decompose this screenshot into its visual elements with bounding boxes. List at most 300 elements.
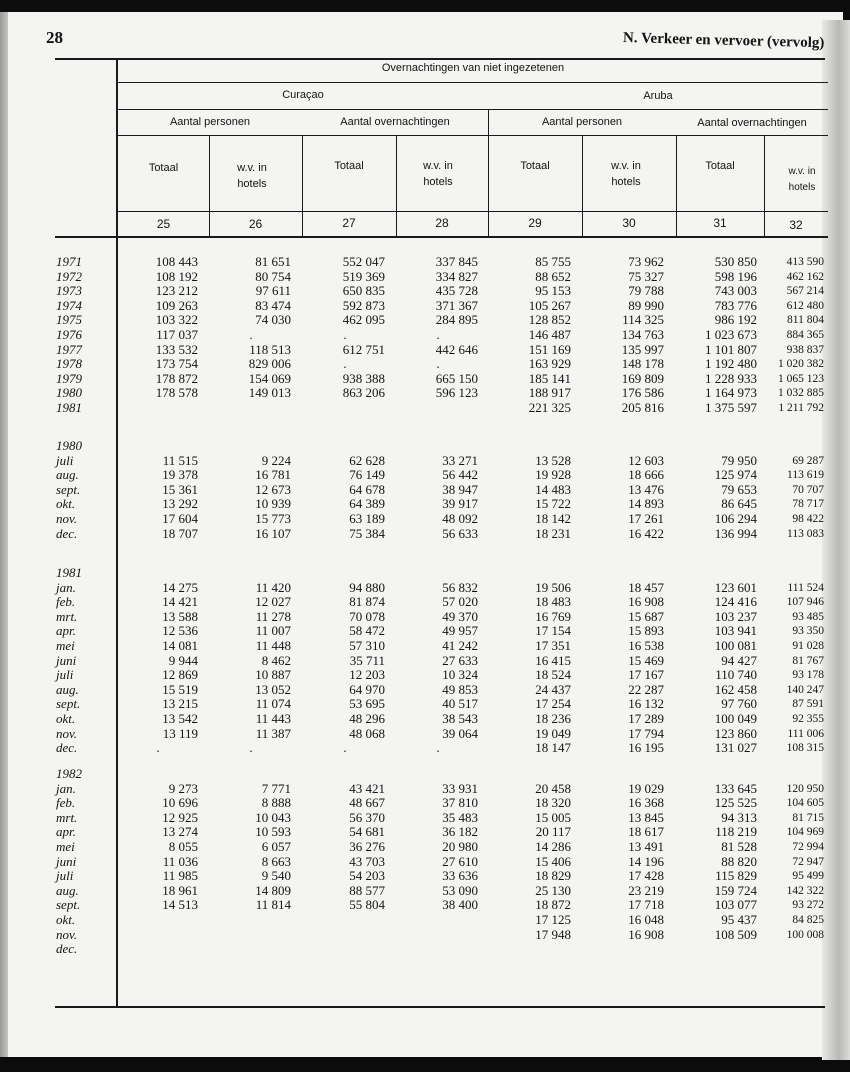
subheader: w.v. in hotels [237,162,267,190]
table-cell: 16 422 [628,525,664,541]
table-cell: 20 980 [442,839,478,854]
row-period-label: aug. [56,882,79,898]
table-cell: 63 189 [349,511,385,526]
table-cell: 20 458 [535,780,571,796]
table-cell: 133 532 [155,341,198,357]
row-period-label: dec. [56,525,78,541]
table-cell: 15 406 [535,853,571,869]
row-period-label: mei [56,839,75,854]
table-cell: 162 458 [714,681,757,697]
column-number: 25 [156,217,171,231]
table-cell: 14 513 [162,897,198,913]
table-cell: 15 893 [628,623,664,639]
table-cell: 72 994 [792,841,824,853]
table-cell: 13 542 [162,711,198,726]
table-cell: 567 214 [786,285,824,298]
table-cell: 650 835 [342,283,385,299]
table-cell: 93 272 [792,899,824,912]
table-cell: 55 804 [349,897,385,913]
table-cell: 64 678 [349,481,385,497]
table-cell: 9 224 [261,452,291,468]
table-cell: 14 081 [162,638,198,653]
table-cell: . [343,740,347,756]
table-cell: 18 872 [535,897,571,913]
table-cell: 205 816 [621,400,664,415]
header-rule-3 [118,135,828,136]
table-cell: 56 633 [442,525,478,541]
table-cell: 16 908 [628,926,664,942]
table-cell: 8 462 [261,652,291,668]
table-cell: 17 289 [628,711,664,726]
table-cell: 108 509 [714,926,757,942]
table-cell: 17 428 [628,868,664,884]
table-cell: 123 860 [714,725,757,741]
table-cell: 783 776 [714,297,757,313]
row-period-label: 1973 [56,283,82,299]
table-cell: 40 517 [442,696,478,712]
table-cell: 462 095 [342,312,385,328]
region-curacao: Curaçao [282,89,324,101]
table-cell: 612 751 [342,341,385,357]
table-cell: 11 387 [255,725,291,741]
table-cell: 123 212 [155,283,198,299]
table-cell: 136 994 [714,525,757,541]
table-cell: 938 837 [786,343,824,356]
table-cell: 592 873 [342,297,385,313]
table-cell: 15 687 [628,608,664,624]
table-cell: 11 036 [162,853,198,869]
table-cell: 81 767 [792,654,824,667]
row-period-label: 1972 [56,268,82,284]
header-rule-1 [118,82,828,83]
table-cell: 125 525 [714,795,757,811]
table-cell: . [249,740,253,756]
table-cell: 53 695 [349,696,385,712]
row-period-label: apr. [56,824,76,840]
table-cell: 64 970 [349,681,385,697]
table-cell: 435 728 [435,283,478,299]
table-cell: . [436,356,440,372]
table-cell: 33 636 [442,868,478,884]
table-cell: 105 267 [528,297,571,313]
table-cell: 10 696 [162,795,198,811]
column-number: 31 [713,216,727,230]
table-cell: 14 286 [535,839,571,854]
table-cell: 81 715 [792,811,824,824]
table-cell: 149 013 [248,385,291,401]
table-cell: 10 887 [255,667,291,683]
row-period-label: 1977 [56,341,82,357]
table-cell: 16 538 [628,638,664,653]
page-curl-shadow [822,20,850,1060]
table-cell: 103 941 [714,623,757,639]
table-cell: 18 483 [535,594,571,610]
table-cell: 73 962 [628,254,664,269]
table-cell: 17 261 [628,511,664,526]
table-cell: 19 049 [535,725,571,741]
table-cell: 27 633 [442,652,478,668]
table-cell: 95 499 [792,870,824,883]
table-cell: 9 944 [168,652,198,668]
table-cell: 598 196 [714,268,757,284]
table-cell: 178 872 [155,370,198,386]
table-cell: 35 711 [349,652,385,668]
table-cell: 79 950 [721,452,757,468]
table-cell: 108 192 [155,268,198,284]
table-cell: 57 020 [442,594,478,610]
row-period-label: 1976 [56,327,82,342]
table-cell: 7 771 [261,780,291,796]
table-cell: 62 628 [349,452,385,468]
table-cell: 10 593 [255,824,291,840]
table-cell: 140 247 [786,683,824,696]
table-cell: 12 603 [628,452,664,468]
table-cell: 665 150 [435,370,478,386]
subheader: w.v. in hotels [611,160,641,188]
subheader: w.v. in hotels [423,160,453,188]
table-cell: 114 325 [622,312,664,328]
table-cell: 33 271 [442,452,478,468]
table-cell: 49 957 [442,623,478,639]
table-cell: 79 653 [721,481,757,497]
table-cell: 111 006 [787,727,824,740]
table-cell: 106 294 [714,511,757,526]
table-cell: 97 611 [255,283,291,299]
table-cell: 81 528 [721,839,757,854]
table-cell: 176 586 [621,385,664,401]
row-period-label: mei [56,638,75,653]
table-cell: 12 536 [162,623,198,639]
table-cell: 113 083 [787,527,824,540]
table-cell: 11 420 [255,579,291,595]
table-cell: 16 195 [628,740,664,756]
table-cell: 128 852 [528,312,571,328]
table-cell: 38 947 [442,481,478,497]
table-cell: 48 667 [349,795,385,811]
table-cell: 142 322 [786,884,824,897]
table-cell: 120 950 [786,782,824,795]
table-cell: 113 619 [787,469,824,482]
group-header: Aantal overnachtingen [340,116,450,128]
column-number: 32 [789,218,803,232]
column-number: 26 [248,217,263,231]
row-period-label: juli [56,667,74,683]
table-cell: 10 939 [255,496,291,512]
row-period-label: juli [56,868,74,884]
table-cell: 80 754 [255,268,291,284]
table-cell: 1 065 123 [778,372,824,385]
table-cell: 13 845 [628,809,664,825]
subheader: Totaal [334,160,364,172]
table-cell: 54 203 [349,868,385,884]
table-cell: 12 925 [162,809,198,825]
section-label: 1982 [56,766,82,781]
table-cell: 11 985 [162,868,198,884]
table-cell: 612 480 [786,299,824,312]
table-cell: 863 206 [342,385,385,401]
table-cell: . [156,740,160,756]
table-cell: 103 077 [714,897,757,913]
table-cell: 1 375 597 [705,400,757,415]
table-cell: 14 196 [628,853,664,869]
table-cell: 11 443 [255,711,291,726]
table-cell: 14 893 [628,496,664,512]
table-cell: 87 591 [792,698,824,711]
table-top-rule [55,58,825,60]
table-cell: 8 663 [261,853,291,869]
table-cell: 24 437 [535,681,571,697]
table-cell: 169 809 [621,370,664,386]
table-cell: 18 524 [535,667,571,683]
row-period-label: sept. [56,897,81,913]
table-cell: 81 651 [255,254,291,269]
table-cell: 64 389 [349,496,385,512]
table-cell: 15 005 [535,809,571,825]
table-cell: 100 081 [714,638,757,653]
table-cell: 22 287 [628,681,664,697]
table-cell: 10 324 [442,667,478,683]
table-cell: 83 474 [255,297,291,313]
table-cell: 53 090 [442,882,478,898]
table-cell: 79 788 [628,283,664,299]
table-cell: 14 275 [162,579,198,595]
table-cell: 89 990 [628,297,664,313]
table-cell: 94 313 [721,809,757,825]
row-period-label: sept. [56,696,81,712]
subheader: Totaal [520,160,550,172]
table-cell: 69 287 [792,454,824,467]
table-cell: 178 578 [155,385,198,401]
table-cell: 986 192 [714,312,757,328]
table-cell: 8 888 [261,795,291,811]
table-cell: 49 853 [442,681,478,697]
table-cell: 123 601 [714,579,757,595]
table-cell: 221 325 [528,400,571,415]
table-cell: 84 825 [792,914,824,926]
table-cell: 78 717 [792,498,824,511]
table-cell: 17 604 [162,511,198,526]
row-period-label: mrt. [56,608,78,624]
table-cell: 18 707 [162,525,198,541]
table-cell: 13 588 [162,608,198,624]
table-cell: 9 273 [168,780,198,796]
row-period-label: feb. [56,594,76,610]
table-cell: 134 763 [621,327,664,342]
table-cell: 12 673 [255,481,291,497]
table-cell: 18 829 [535,868,571,884]
table-cell: 58 472 [349,623,385,639]
table-cell: 811 804 [787,314,824,327]
table-cell: 11 814 [255,897,291,913]
table-cell: 107 946 [786,596,824,609]
table-cell: 13 119 [162,725,198,741]
table-cell: 6 057 [261,839,291,854]
table-cell: 88 577 [349,882,385,898]
table-cell: 938 388 [342,370,385,386]
row-period-label: 1974 [56,297,82,313]
table-bottom-rule [55,1006,825,1008]
table-cell: 1 020 382 [778,358,824,371]
table-cell: 371 367 [435,297,478,313]
table-cell: 151 169 [528,341,571,357]
table-cell: 103 322 [155,312,198,328]
table-cell: 94 427 [721,652,757,668]
column-number: 30 [622,216,636,230]
row-period-label: nov. [56,926,78,942]
row-period-label: okt. [56,912,76,927]
table-cell: 13 215 [162,696,198,712]
table-cell: 33 931 [442,780,478,796]
table-cell: 97 760 [721,696,757,712]
table-cell: 43 703 [349,853,385,869]
table-cell: 117 037 [156,327,198,342]
row-period-label: 1971 [56,254,82,269]
region-aruba: Aruba [643,90,673,102]
table-cell: 39 917 [442,496,478,512]
table-cell: 18 231 [535,525,571,541]
table-cell: 17 167 [628,667,664,683]
row-period-label: aug. [56,467,79,483]
table-cell: 13 292 [162,496,198,512]
table-cell: 48 296 [349,711,385,726]
row-period-label: 1981 [56,400,82,415]
row-period-label: 1979 [56,370,82,386]
table-cell: 39 064 [442,725,478,741]
table-cell: 91 028 [792,640,824,652]
table-cell: 38 400 [442,897,478,913]
table-cell: 18 147 [535,740,571,756]
table-cell: 108 443 [155,254,198,269]
table-cell: 15 361 [162,481,198,497]
table-cell: 16 415 [535,652,571,668]
table-cell: 11 448 [255,638,291,653]
table-cell: 15 722 [535,496,571,512]
table-cell: 334 827 [435,268,478,284]
table-cell: 18 236 [535,711,571,726]
table-cell: 1 101 807 [705,341,757,357]
table-cell: 88 820 [721,853,757,869]
table-cell: 1 032 885 [778,387,824,400]
table-cell: 163 929 [528,356,571,372]
table-cell: 98 422 [792,513,824,525]
subheader: Totaal [705,160,735,172]
table-cell: 104 969 [786,826,824,839]
table-cell: 413 590 [786,256,824,268]
table-cell: 111 524 [787,581,824,594]
table-cell: 148 178 [621,356,664,372]
table-cell: 1 228 933 [705,370,757,386]
table-cell: 14 809 [255,882,291,898]
table-cell: 154 069 [248,370,291,386]
table-cell: 81 874 [349,594,385,610]
table-cell: 118 219 [715,824,757,840]
table-cell: 596 123 [435,385,478,401]
table-cell: 1 192 480 [705,356,757,372]
table-cell: 743 003 [714,283,757,299]
table-cell: 13 052 [255,681,291,697]
table-cell: 76 149 [349,467,385,483]
row-period-label: okt. [56,711,76,726]
table-cell: . [343,327,347,342]
table-cell: . [436,740,440,756]
table-cell: 9 540 [261,868,291,884]
table-cell: 552 047 [342,254,385,269]
table-cell: . [436,327,440,342]
row-period-label: nov. [56,725,78,741]
table-cell: 173 754 [155,356,198,372]
row-period-label: juli [56,452,74,468]
table-cell: 70 707 [792,483,824,496]
table-cell: 159 724 [714,882,757,898]
table-cell: 13 491 [628,839,664,854]
table-cell: 530 850 [714,254,757,269]
table-cell: 75 384 [349,525,385,541]
table-cell: 19 506 [535,579,571,595]
row-period-label: aug. [56,681,79,697]
table-cell: 11 278 [255,608,291,624]
table-cell: 442 646 [435,341,478,357]
row-period-label: feb. [56,795,76,811]
column-number: 27 [342,216,356,230]
table-cell: 93 178 [792,669,824,682]
table-cell: 43 421 [349,780,385,796]
row-period-label: 1975 [56,312,82,328]
page-number: 28 [46,28,63,47]
table-cell: 48 068 [349,725,385,741]
section-label: 1980 [56,438,82,453]
table-cell: 56 832 [442,579,478,595]
table-cell: 54 681 [349,824,385,840]
table-cell: 15 519 [162,681,198,697]
table-cell: 92 355 [792,713,824,725]
table-cell: 38 543 [442,711,478,726]
row-period-label: juni [56,652,77,668]
table-cell: 884 365 [786,329,824,341]
table-cell: 19 928 [535,467,571,483]
table-cell: 124 416 [714,594,757,610]
table-cell: 110 740 [715,667,757,683]
table-cell: 93 485 [792,610,824,623]
table-cell: 27 610 [442,853,478,869]
table-cell: 109 263 [155,297,198,313]
table-cell: 56 370 [349,809,385,825]
table-cell: 16 107 [255,525,291,541]
table-cell: 16 132 [628,696,664,712]
table-cell: 19 378 [162,467,198,483]
table-cell: 17 718 [628,897,664,913]
table-cell: 93 350 [792,625,824,638]
table-cell: 74 030 [255,312,291,328]
table-cell: 25 130 [535,882,571,898]
table-cell: 95 437 [721,912,757,927]
table-cell: 17 948 [535,926,571,942]
row-period-label: mrt. [56,809,78,825]
row-period-label: dec. [56,941,78,957]
table-cell: 13 476 [628,481,664,497]
subheader: Totaal [148,162,179,174]
row-period-label: 1980 [56,385,82,401]
table-cell: 12 203 [349,667,385,683]
table-cell: 17 125 [535,912,571,927]
table-cell: 48 092 [442,511,478,526]
table-cell: 108 315 [786,742,824,755]
table-cell: 8 055 [168,839,198,854]
group-header: Aantal personen [169,116,251,128]
table-cell: 95 153 [535,283,571,299]
table-cell: 85 755 [535,254,571,269]
table-cell: 100 008 [786,928,824,941]
table-cell: 11 074 [255,696,291,712]
